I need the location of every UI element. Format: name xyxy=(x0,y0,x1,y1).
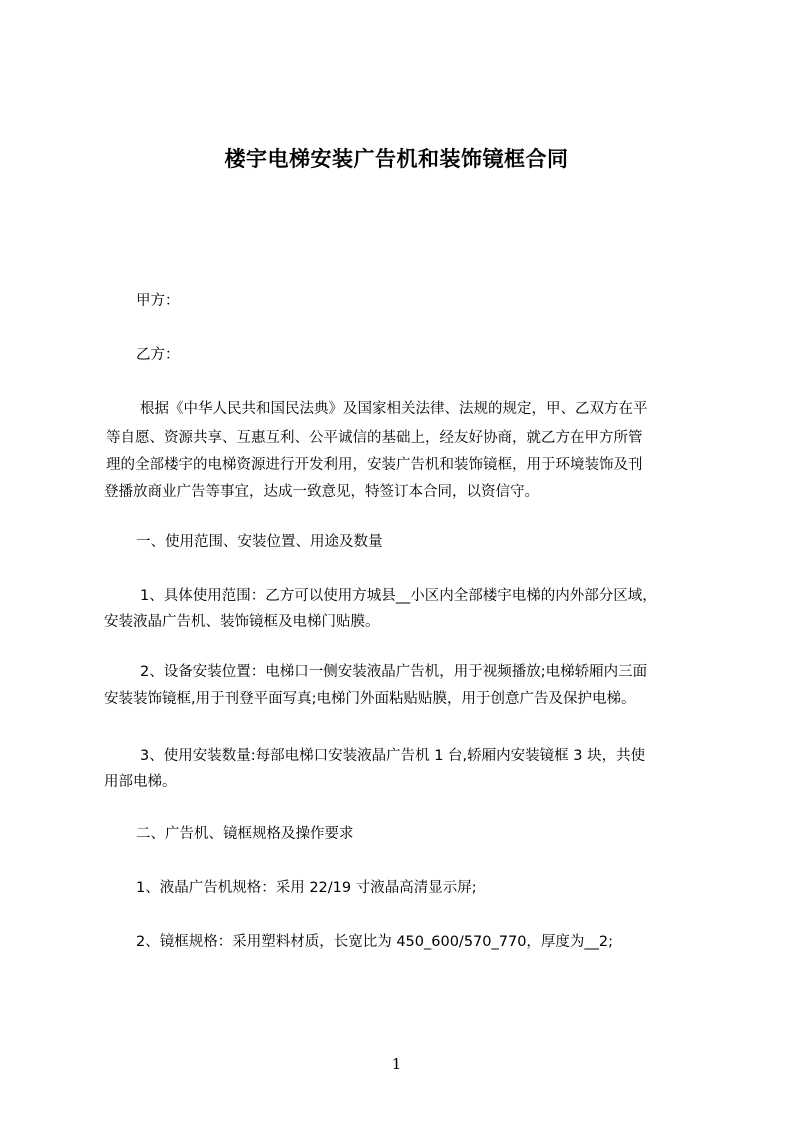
party-b-label: 乙方： xyxy=(136,347,180,363)
preamble-line: 理的全部楼宇的电梯资源进行开发利用，安装广告机和装饰镜框，用于环境装饰及刊 xyxy=(106,457,643,473)
page-number: 1 xyxy=(391,1055,402,1073)
preamble-line: 等自愿、资源共享、互惠互利、公平诚信的基础上，经友好协商，就乙方在甲方所管 xyxy=(106,430,643,446)
document-title: 楼宇电梯安装广告机和装饰镜框合同 xyxy=(224,147,569,171)
section1-item2-line: 安装装饰镜框,用于刊登平面写真;电梯门外面粘贴贴膜，用于创意广告及保护电梯。 xyxy=(104,691,636,707)
section1-item1-line: 1、具体使用范围：乙方可以使用方城县__小区内全部楼宇电梯的内外部分区域， xyxy=(140,588,657,604)
section1-heading: 一、使用范围、安装位置、用途及数量 xyxy=(136,534,383,550)
section1-item3-line: 用部电梯。 xyxy=(104,774,177,790)
preamble-line: 登播放商业广告等事宜，达成一致意见，特签订本合同，以资信守。 xyxy=(104,484,539,500)
section2-item2: 2、镜框规格：采用塑料材质，长宽比为 450_600/570_770，厚度为__2; xyxy=(136,934,614,950)
section2-item1: 1、液晶广告机规格：采用 22/19 寸液晶高清显示屏; xyxy=(136,880,477,896)
section1-item1-line: 安装液晶广告机、装饰镜框及电梯门贴膜。 xyxy=(104,614,380,630)
party-a-label: 甲方： xyxy=(136,293,180,309)
section2-heading: 二、广告机、镜框规格及操作要求 xyxy=(136,826,354,842)
section1-item3-line: 3、使用安装数量:每部电梯口安装液晶广告机 1 台,轿厢内安装镜框 3 块，共使 xyxy=(140,748,646,764)
preamble-line: 根据《中华人民共和国民法典》及国家相关法律、法规的规定，甲、乙双方在平 xyxy=(140,401,648,417)
section1-item2-line: 2、设备安装位置：电梯口一侧安装液晶广告机，用于视频播放;电梯轿厢内三面 xyxy=(140,664,648,680)
